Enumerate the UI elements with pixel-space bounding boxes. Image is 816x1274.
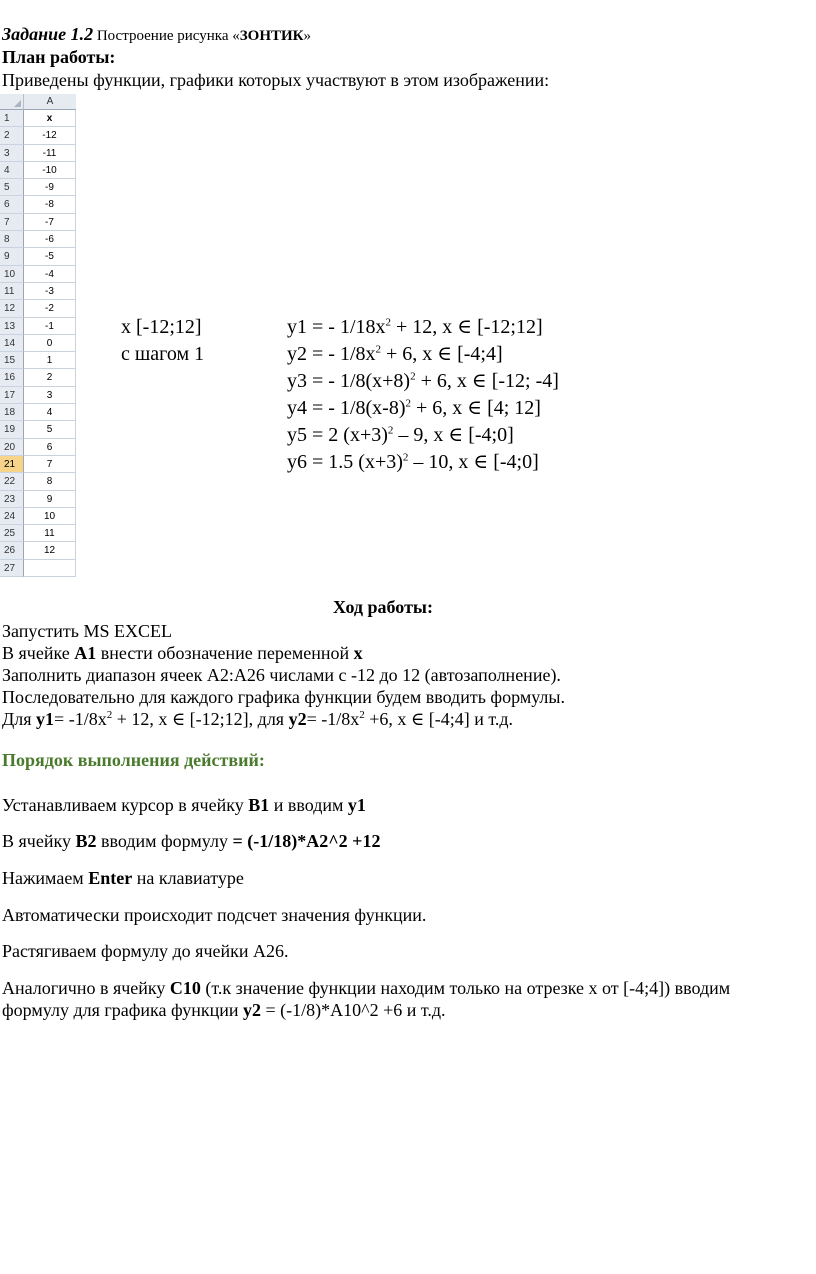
- row-number: 26: [0, 542, 24, 559]
- progress-heading: Ход работы:: [333, 597, 433, 617]
- sheet-row: [0, 473, 76, 490]
- action-4: Автоматически происходит подсчет значения функции.: [2, 905, 427, 925]
- sheet-row: [0, 231, 76, 248]
- sheet-row: [0, 283, 76, 300]
- row-number: 27: [0, 560, 24, 577]
- sheet-cell: 2: [24, 369, 76, 386]
- sheet-cell: -10: [24, 162, 76, 179]
- function-line: y5 = 2 $(x+3)^2 - 9$, x ∈ [-4;0]: [287, 424, 514, 446]
- row-number: 5: [0, 179, 24, 196]
- row-number: 6: [0, 196, 24, 213]
- sheet-row: [0, 542, 76, 559]
- step-3: Заполнить диапазон ячеек А2:А26 числами с -12 до 12 (автозаполнение).: [2, 665, 561, 685]
- sheet-row: [0, 162, 76, 179]
- step-1: Запустить MS EXCEL: [2, 621, 172, 641]
- sheet-row: [0, 127, 76, 144]
- row-number: 16: [0, 369, 24, 386]
- row-number: 8: [0, 231, 24, 248]
- sheet-cell: 1: [24, 352, 76, 369]
- sheet-cell: -2: [24, 300, 76, 317]
- row-number: 11: [0, 283, 24, 300]
- sheet-cell: x: [24, 110, 76, 127]
- sheet-cell: 12: [24, 542, 76, 559]
- sheet-cell: 5: [24, 421, 76, 438]
- sheet-cell: [24, 560, 76, 577]
- sheet-row: [0, 439, 76, 456]
- function-line: y6 = 1.5 $(x+3)^2 - 10$, x ∈ [-4;0]: [287, 451, 539, 473]
- sheet-cell: -1: [24, 318, 76, 335]
- row-number: 9: [0, 248, 24, 265]
- sheet-row: [0, 525, 76, 542]
- sheet-cell: 4: [24, 404, 76, 421]
- row-number: 23: [0, 491, 24, 508]
- task-label: Задание 1.2: [2, 24, 94, 44]
- sheet-row: [0, 110, 76, 127]
- row-number: 10: [0, 266, 24, 283]
- row-number: 20: [0, 439, 24, 456]
- row-number: 18: [0, 404, 24, 421]
- row-number: 21: [0, 456, 24, 473]
- plan-heading: План работы:: [2, 47, 116, 67]
- sheet-cell: 10: [24, 508, 76, 525]
- sheet-row: [0, 456, 76, 473]
- sheet-cell: 0: [24, 335, 76, 352]
- function-line: y4 = - $1/8(x-8)^2 + 6$, x ∈ [4; 12]: [287, 397, 541, 419]
- step-2: В ячейке A1 внести обозначение переменной x: [2, 643, 363, 663]
- row-number: 17: [0, 387, 24, 404]
- step-4: Последовательно для каждого графика функции будем вводить формулы.: [2, 687, 565, 707]
- sheet-row: [0, 335, 76, 352]
- function-line: y2 = - $1/8x^2 + 6$, x ∈ [-4;4]: [287, 343, 503, 365]
- function-line: y3 = - $1/8(x+8)^2 + 6$, x ∈ [-12; -4]: [287, 370, 559, 392]
- task-title-pre: Построение рисунка «: [93, 28, 240, 44]
- domain-range: x [-12;12]: [121, 316, 202, 338]
- row-number: 3: [0, 145, 24, 162]
- sheet-row: [0, 266, 76, 283]
- sheet-row: [0, 560, 76, 577]
- domain-step: с шагом 1: [121, 343, 205, 365]
- function-line: y1 = - $1/18x^2 + 12$, x ∈ [-12;12]: [287, 316, 543, 338]
- sheet-row: [0, 300, 76, 317]
- row-number: 13: [0, 318, 24, 335]
- row-number: 2: [0, 127, 24, 144]
- intro-text: Приведены функции, графики которых участвуют в этом изображении:: [2, 70, 550, 90]
- sheet-row: [0, 196, 76, 213]
- sheet-row: [0, 491, 76, 508]
- sheet-cell: -4: [24, 266, 76, 283]
- spreadsheet-screenshot: [0, 94, 76, 577]
- task-title: [2, 24, 311, 45]
- sheet-cell: -3: [24, 283, 76, 300]
- action-5: Растягиваем формулу до ячейки А26.: [2, 941, 289, 961]
- task-title-post: »: [303, 28, 312, 44]
- select-all-corner: [0, 94, 24, 110]
- action-7: формулу для графика функции y2 = (-1/8)*A10^2 +6 и т.д.: [2, 1000, 446, 1020]
- action-1: Устанавливаем курсор в ячейку B1 и вводим y1: [2, 795, 366, 815]
- column-header-a: A: [24, 94, 76, 110]
- action-3: Нажимаем Enter на клавиатуре: [2, 868, 244, 888]
- sheet-cell: -8: [24, 196, 76, 213]
- action-2: В ячейку B2 вводим формулу = (-1/18)*A2^2 +12: [2, 831, 381, 851]
- sheet-cell: -6: [24, 231, 76, 248]
- row-number: 12: [0, 300, 24, 317]
- sheet-row: [0, 352, 76, 369]
- sheet-row: [0, 404, 76, 421]
- sheet-row: [0, 145, 76, 162]
- sheet-cell: 11: [24, 525, 76, 542]
- row-number: 22: [0, 473, 24, 490]
- sheet-cell: -5: [24, 248, 76, 265]
- row-number: 25: [0, 525, 24, 542]
- sheet-cell: 7: [24, 456, 76, 473]
- row-number: 15: [0, 352, 24, 369]
- row-number: 7: [0, 214, 24, 231]
- row-number: 24: [0, 508, 24, 525]
- sheet-cell: -11: [24, 145, 76, 162]
- sheet-row: [0, 214, 76, 231]
- sheet-cell: 3: [24, 387, 76, 404]
- sheet-row: [0, 248, 76, 265]
- action-6: Аналогично в ячейку C10 (т.к значение функции находим только на отрезке х от [-4;4]) вводим: [2, 978, 731, 998]
- sheet-cell: 6: [24, 439, 76, 456]
- order-heading: Порядок выполнения действий:: [2, 750, 265, 770]
- sheet-row: [0, 387, 76, 404]
- sheet-row: [0, 179, 76, 196]
- row-number: 14: [0, 335, 24, 352]
- step-5: Для $y1= -1/8x^2 + 12$, x ∈ [-12;12], для $y2= -1/8x^2 +6$, x ∈ [-4;4] и т.д.: [2, 709, 514, 729]
- sheet-row: [0, 508, 76, 525]
- sheet-cell: -12: [24, 127, 76, 144]
- function-list: [287, 314, 559, 476]
- row-number: 1: [0, 110, 24, 127]
- row-number: 4: [0, 162, 24, 179]
- sheet-cell: -9: [24, 179, 76, 196]
- sheet-cell: 8: [24, 473, 76, 490]
- task-title-name: ЗОНТИК: [239, 28, 304, 44]
- sheet-row: [0, 318, 76, 335]
- sheet-cell: -7: [24, 214, 76, 231]
- sheet-cell: 9: [24, 491, 76, 508]
- sheet-row: [0, 421, 76, 438]
- sheet-row: [0, 369, 76, 386]
- row-number: 19: [0, 421, 24, 438]
